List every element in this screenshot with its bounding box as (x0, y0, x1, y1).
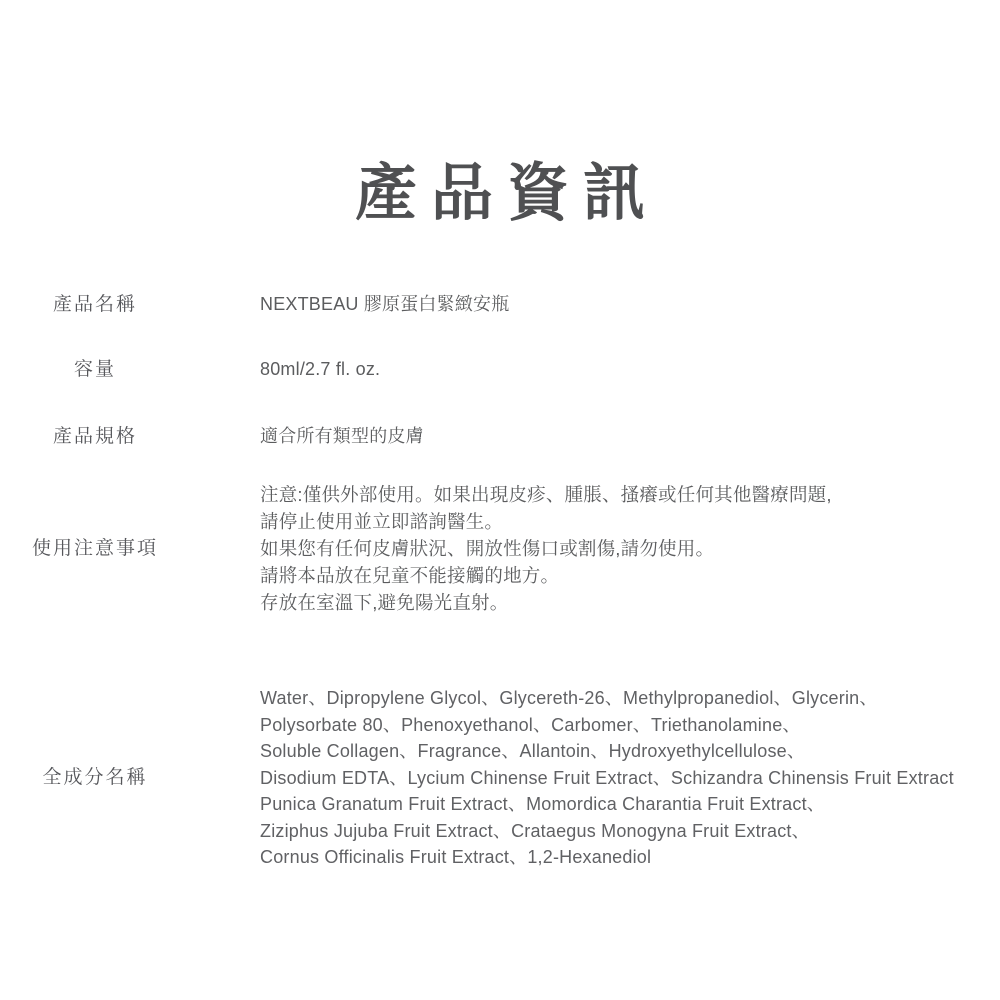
ingredients-label: 全成分名稱 (42, 767, 148, 789)
product-name-label: 產品名稱 (52, 294, 137, 315)
row-ingredients (0, 685, 1000, 871)
product-spec-label: 產品規格 (52, 426, 137, 447)
row-usage-caution (0, 481, 1000, 616)
page-title: 產品資訊 (354, 159, 659, 228)
product-spec-value: 適合所有類型的皮膚 (260, 426, 424, 446)
volume-label: 容量 (73, 359, 116, 380)
usage-caution-label: 使用注意事項 (31, 538, 158, 559)
volume-value: 80ml/2.7 fl. oz. (260, 359, 381, 379)
product-name-value: NEXTBEAU 膠原蛋白緊緻安瓶 (260, 294, 510, 314)
row-product-name (0, 291, 1000, 318)
product-info-table (0, 291, 1000, 871)
ingredients-value: Water、Dipropylene Glycol、Glycereth-26、Methylpropanediol、Glycerin、 Polysorbate 80、Phenoxyethanol、Carbomer、Triethanolamine、 Soluble Collagen、Fragrance、Allantoin、Hydroxyethylcellulose、 Disodium EDTA、Lycium Chinense Fruit Extract、Schizandra Chinensis Fruit Extract Punica Granatum Fruit Extract、Momordica Charantia Fruit Extract、 Ziziphus Jujuba Fruit Extract、Crataegus Monogyna Fruit Extract、 Cornus Officinalis Fruit Extract、1,2-Hexanediol (260, 688, 954, 867)
row-volume (0, 356, 1000, 383)
row-product-spec (0, 423, 1000, 450)
usage-caution-value: 注意:僅供外部使用。如果出現皮疹、腫脹、搔癢或任何其他醫療問題, 請停止使用並立即諮詢醫生。 如果您有任何皮膚狀況、開放性傷口或割傷,請勿使用。 請將本品放在兒童不能接觸的地方。 存放在室溫下,避免陽光直射。 (260, 484, 832, 613)
product-info-page (0, 158, 1000, 1000)
